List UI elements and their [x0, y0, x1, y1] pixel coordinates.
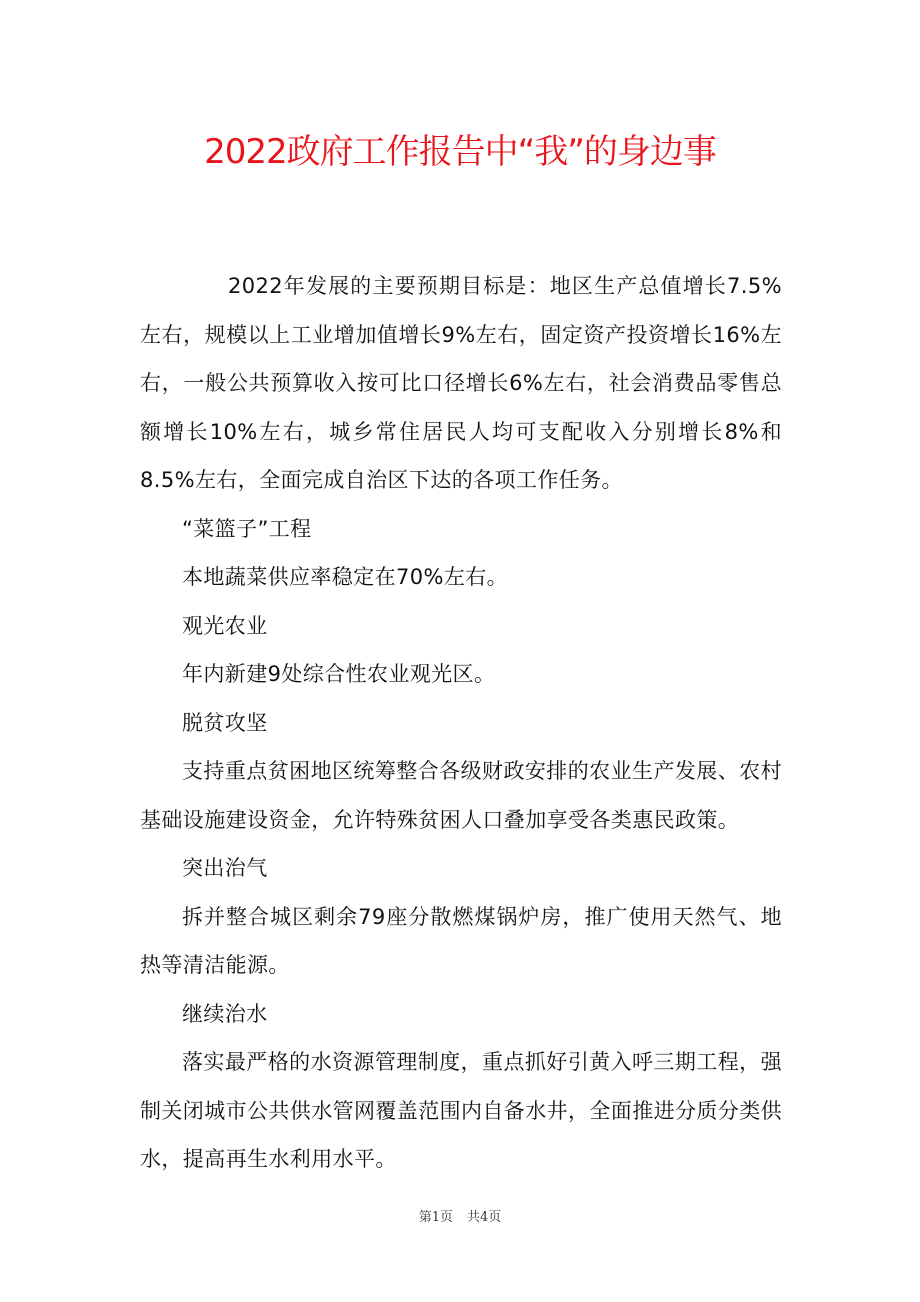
paragraph-goals: 2022年发展的主要预期目标是：地区生产总值增长7.5%左右，规模以上工业增加值增长9%左右，固定资产投资增长16%左右，一般公共预算收入按可比口径增长6%左右，社会消费品零售总额增长10%左右，城乡常住居民人均可支配收入分别增长8%和8.5%左右，全面完成自治区下达的各项工作任务。 — [140, 274, 782, 492]
page-footer — [0, 1206, 920, 1225]
page-number: 第1页 — [418, 1210, 453, 1225]
section-heading: 突出治气 — [182, 856, 268, 880]
section-heading: 继续治水 — [182, 1001, 268, 1026]
document-body — [140, 262, 782, 1184]
section-heading: 脱贫攻坚 — [182, 710, 268, 735]
paragraph: 拆并整合城区剩余79座分散燃煤锅炉房，推广使用天然气、地热等清洁能源。 — [140, 904, 782, 977]
paragraph: 年内新建9处综合性农业观光区。 — [182, 662, 496, 686]
page-total: 共4页 — [467, 1210, 502, 1225]
paragraph: 本地蔬菜供应率稳定在70%左右。 — [182, 565, 509, 589]
document-title: 2022政府工作报告中“我”的身边事 — [204, 132, 716, 172]
paragraph: 落实最严格的水资源管理制度，重点抓好引黄入呼三期工程，强制关闭城市公共供水管网覆盖范围内自备水井，全面推进分质分类供水，提高再生水利用水平。 — [140, 1050, 782, 1171]
section-heading: “菜篮子”工程 — [182, 516, 312, 541]
paragraph: 支持重点贫困地区统筹整合各级财政安排的农业生产发展、农村基础设施建设资金，允许特殊贫困人口叠加享受各类惠民政策。 — [140, 759, 782, 832]
section-heading: 观光农业 — [182, 613, 268, 638]
